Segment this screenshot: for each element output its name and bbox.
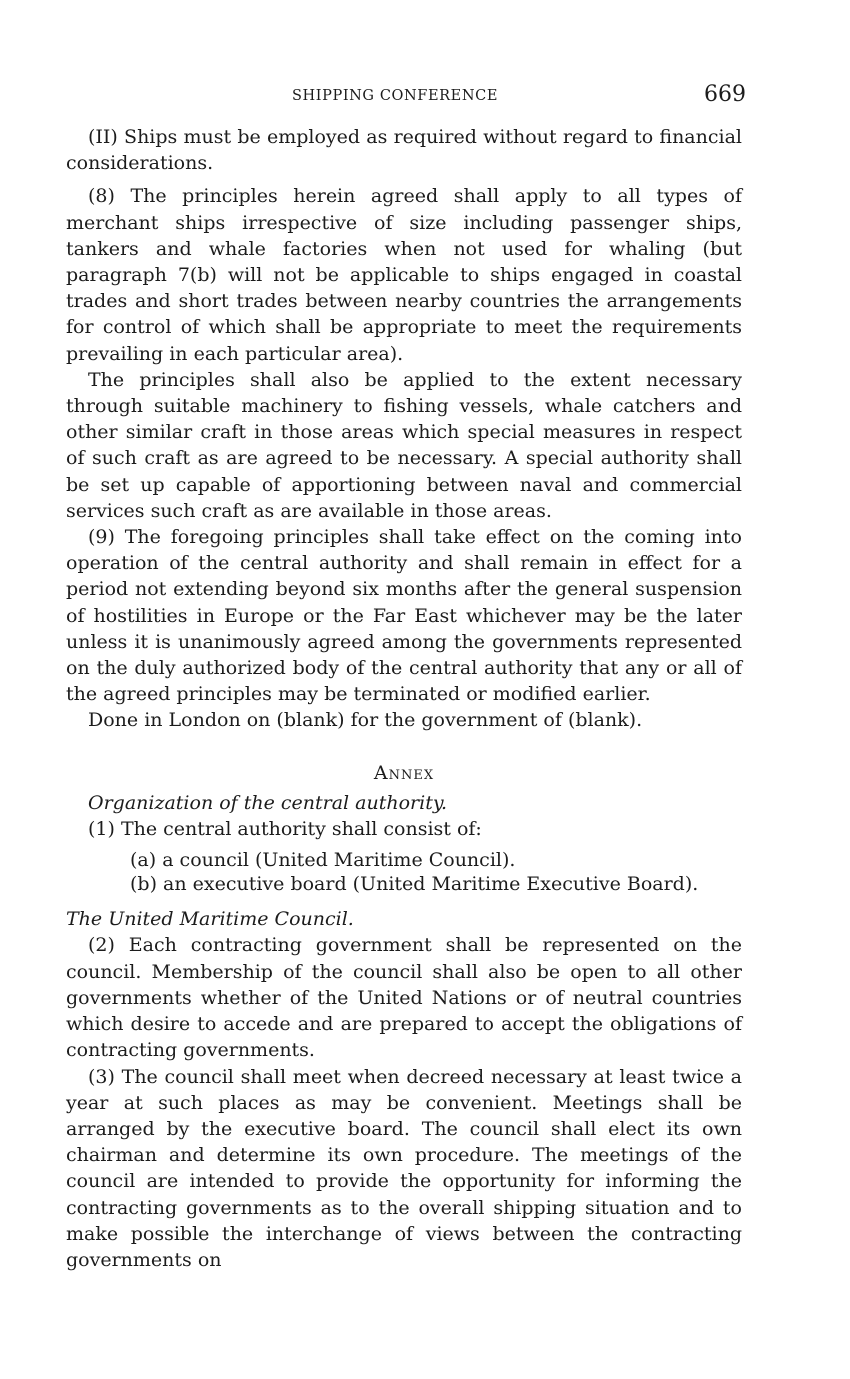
list-item: (a) a council (United Maritime Council). — [130, 849, 516, 872]
body-text — [66, 124, 742, 1273]
annex-paragraph-1: (1) The central authority shall consist of: — [88, 818, 482, 841]
done-line: Done in London on (blank) for the government of (blank). — [88, 709, 643, 732]
annex-paragraph-2: (2) Each contracting government shall be represented on the council. Membership of the council shall also be open to all other governments whether of the United Nations or of neutral countries which desire to accede and are prepared to accept the obligations of contracting governments. — [66, 934, 742, 1062]
running-head: SHIPPING CONFERENCE — [292, 88, 499, 104]
page-number: 669 — [704, 82, 746, 107]
list-item: (b) an executive board (United Maritime Executive Board). — [130, 873, 699, 896]
paragraph-9: (9) The foregoing principles shall take effect on the coming into operation of the central authority and shall remain in effect for a period not extending beyond six months after the general suspension of hostilities in Europe or the Far East whichever may be the later unless it is unanimously agreed among the governments represented on the duly authorized body of the central authority that any or all of the agreed principles may be terminated or modified earlier. — [66, 526, 742, 706]
council-list — [66, 848, 742, 896]
council-heading: The United Maritime Council. — [66, 908, 354, 931]
page-header — [0, 82, 850, 112]
paragraph-8: (8) The principles herein agreed shall apply to all types of merchant ships irrespective of size including passenger ships, tankers and whale factories when not used for whaling (but paragraph 7(b) will not be applicable to ships engaged in coastal trades and short trades between nearby countries the arrangements for control of which shall be appropriate to meet the requirements prevailing in each particular area). — [66, 185, 742, 365]
annex-paragraph-3: (3) The council shall meet when decreed necessary at least twice a year at such places as may be convenient. Meetings shall be arranged by the executive board. The council shall elect its own chairman and determine its own procedure. The meetings of the council are intended to provide the opportunity for informing the contracting governments as to the overall shipping situation and to make possible the interchange of views between the contracting governments on — [66, 1065, 742, 1271]
paragraph-ii: (II) Ships must be employed as required without regard to financial considerations. — [66, 126, 742, 175]
annex-title: Annex — [373, 761, 435, 784]
paragraph-8-continued: The principles shall also be applied to the extent necessary through suitable machinery to fishing vessels, whale catchers and other similar craft in those areas which special measures in respect of such craft as are agreed to be necessary. A special authority shall be set up capable of apportioning between naval and commercial services such craft as are available in those areas. — [66, 368, 742, 522]
organization-heading: Organization of the central authority. — [88, 791, 448, 814]
